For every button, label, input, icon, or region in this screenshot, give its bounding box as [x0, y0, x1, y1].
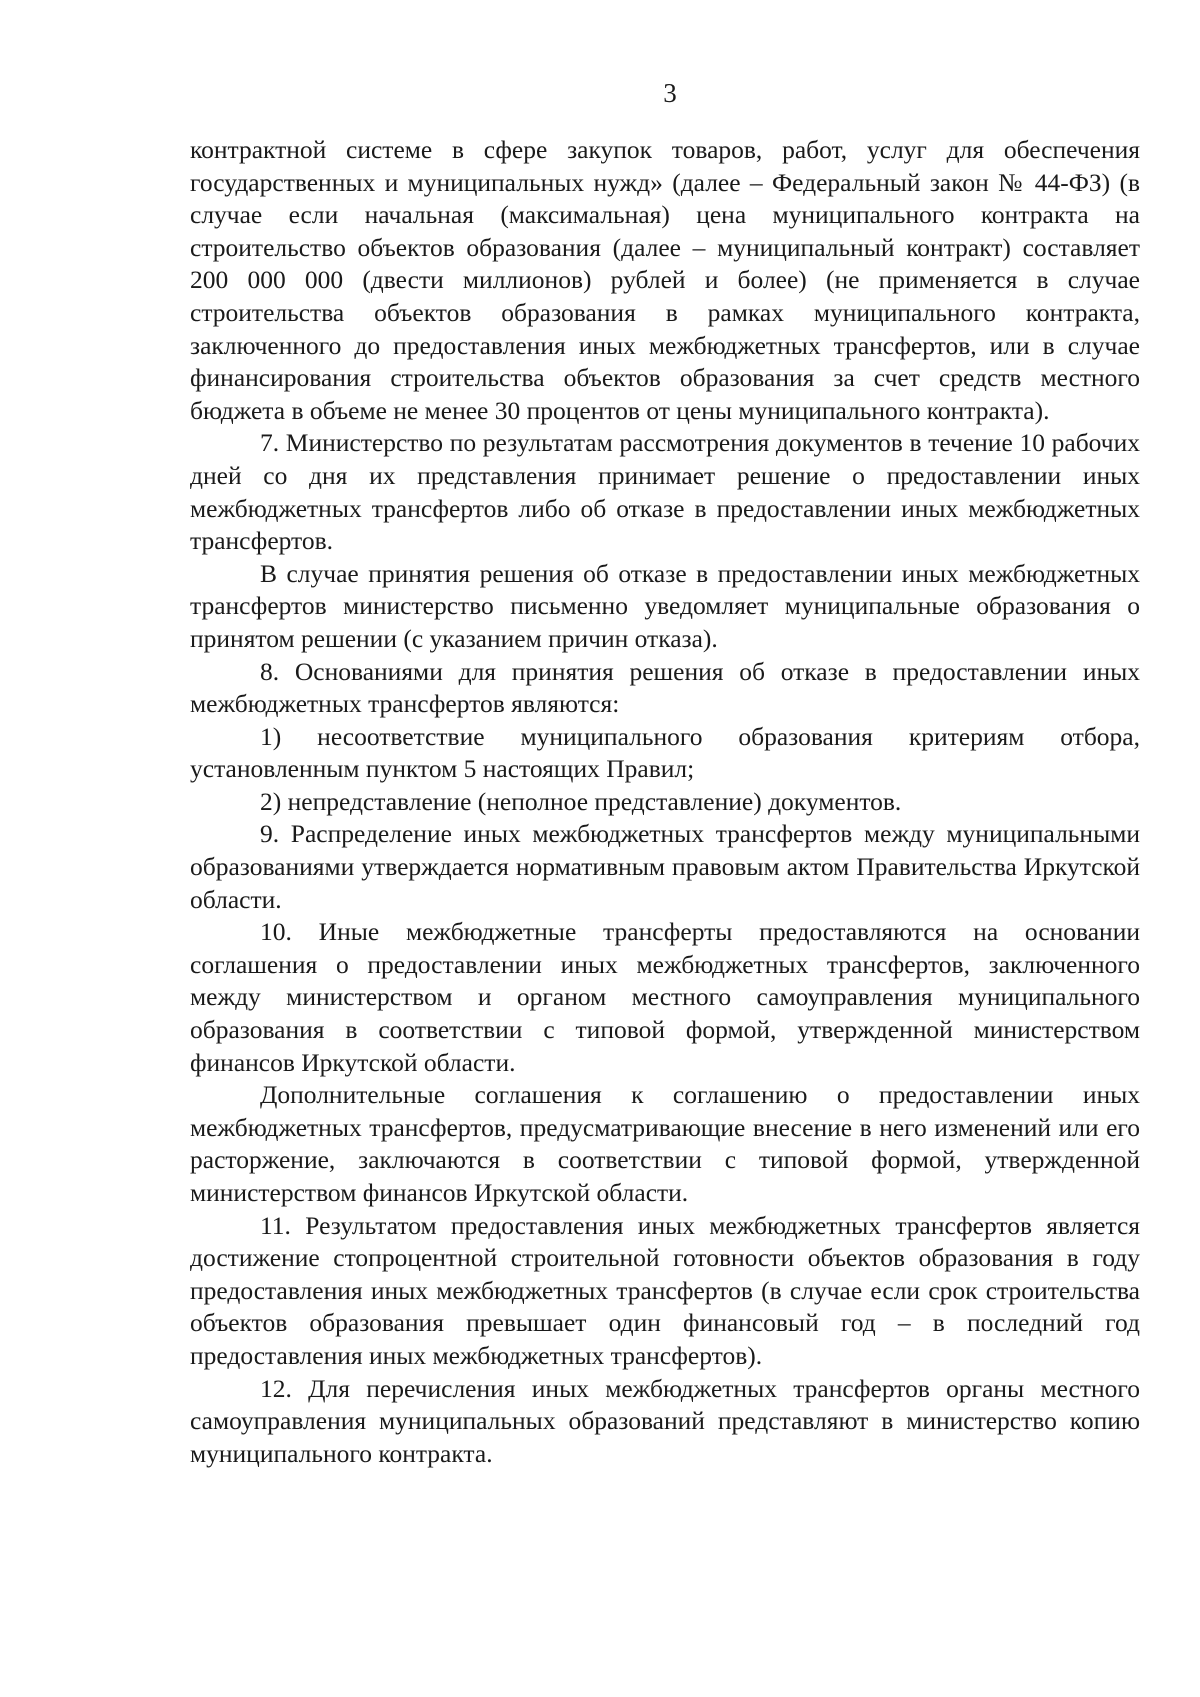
paragraph-continuation: контрактной системе в сфере закупок товаров, работ, услуг для обеспечения государственных и муниципальных нужд» (далее – Федеральный закон № 44-ФЗ) (в случае если начальная (максимальная) цена муниципального контракта на строительство объектов образования (далее – муниципальный контракт) составляет 200 000 000 (двести миллионов) рублей и более) (не применяется в случае строительства объектов образования в рамках муниципального контракта, заключенного до предоставления иных межбюджетных трансфертов, или в случае финансирования строительства объектов образования за счет средств местного бюджета в объеме не менее 30 процентов от цены муниципального контракта). [190, 135, 1140, 425]
paragraph-9: 9. Распределение иных межбюджетных трансфертов между муниципальными образованиями утверждается нормативным правовым актом Правительства Иркутской области. [190, 819, 1140, 914]
paragraph-10-additional-agreements: Дополнительные соглашения к соглашению о предоставлении иных межбюджетных трансфертов, предусматривающие внесение в него изменений или его расторжение, заключаются в соответствии с типовой формой, утвержденной министерством финансов Иркутской области. [190, 1080, 1140, 1207]
paragraph-7-refusal-notice: В случае принятия решения об отказе в предоставлении иных межбюджетных трансфертов министерство письменно уведомляет муниципальные образования о принятом решении (с указанием причин отказа). [190, 558, 1140, 653]
page-number: 3 [663, 78, 677, 108]
document-body [190, 134, 1140, 1470]
paragraph-10: 10. Иные межбюджетные трансферты предоставляются на основании соглашения о предоставлении иных межбюджетных трансфертов, заключенного между министерством и органом местного самоуправления муниципального образования в соответствии с типовой формой, утвержденной министерством финансов Иркутской области. [190, 917, 1140, 1077]
paragraph-8: 8. Основаниями для принятия решения об отказе в предоставлении иных межбюджетных трансфертов являются: [190, 656, 1140, 719]
paragraph-11: 11. Результатом предоставления иных межбюджетных трансфертов является достижение стопроцентной строительной готовности объектов образования в году предоставления иных межбюджетных трансфертов (в случае если срок строительства объектов образования превышает один финансовый год – в последний год предоставления иных межбюджетных трансфертов). [190, 1210, 1140, 1370]
paragraph-12: 12. Для перечисления иных межбюджетных трансфертов органы местного самоуправления муниципальных образований представляют в министерство копию муниципального контракта. [190, 1373, 1140, 1468]
paragraph-8-item-1: 1) несоответствие муниципального образования критериям отбора, установленным пунктом 5 настоящих Правил; [190, 721, 1140, 784]
paragraph-8-item-2: 2) непредставление (неполное представление) документов. [260, 786, 902, 816]
paragraph-7: 7. Министерство по результатам рассмотрения документов в течение 10 рабочих дней со дня их представления принимает решение о предоставлении иных межбюджетных трансфертов либо об отказе в предоставлении иных межбюджетных трансфертов. [190, 428, 1140, 556]
